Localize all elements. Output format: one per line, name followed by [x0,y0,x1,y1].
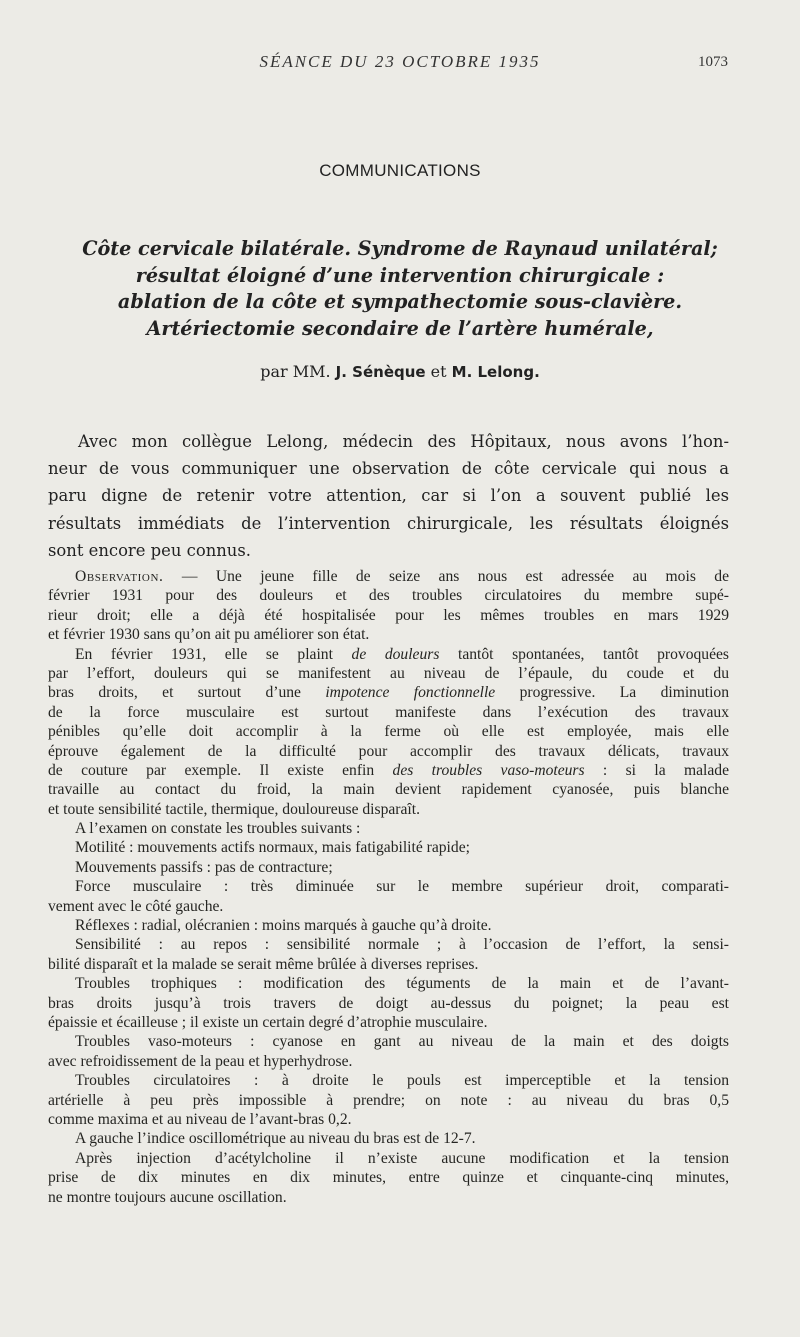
article-title-line: résultat éloigné d’une intervention chirurgicale : [135,263,665,287]
text-line: A l’examen on constate les troubles suivants : [75,820,361,838]
text-line: artérielle à peu près impossible à prendre; on note : au niveau du bras 0,5 [48,1091,729,1109]
authors-line [0,362,800,381]
text-line: et février 1930 sans qu’on ait pu améliorer son état. [48,626,370,644]
running-head [0,52,800,76]
text-line: épaissie et écailleuse ; il existe un certain degré d’atrophie musculaire. [48,1013,488,1031]
text-line: Après injection d’acétylcholine il n’existe aucune modification et la tension [75,1149,729,1167]
text-span: : si la malade [584,761,729,779]
text-line: bilité disparaît et la malade se serait même brûlée à diverses reprises. [48,955,479,973]
text-span: de couture par exemple. Il existe enfin [48,761,393,779]
author-name: J. Sénèque [335,363,426,381]
text-span: progressive. La diminution [495,684,730,702]
text-line: rieur droit; elle a déjà été hospitalisée pour les mêmes troubles en mars 1929 [48,606,729,624]
text-line: et toute sensibilité tactile, thermique, douloureuse disparaît. [48,800,420,818]
article-title [30,236,770,342]
article-title-line: Côte cervicale bilatérale. Syndrome de Raynaud unilatéral; [82,237,718,260]
section-heading: COMMUNICATIONS [319,161,481,180]
text-line: Troubles circulatoires : à droite le pouls est imperceptible et la tension [75,1072,729,1090]
observation-body [48,567,729,1207]
running-head-title: SÉANCE DU 23 OCTOBRE 1935 [259,52,541,71]
authors-prefix: par MM. [260,362,336,381]
text-line: Force musculaire : très diminuée sur le membre supérieur droit, comparati- [75,878,729,896]
author-name: M. Lelong. [451,363,540,381]
text-line: prise de dix minutes en dix minutes, entre quinze et cinquante-cinq minutes, [48,1169,729,1187]
text-line: vement avec le côté gauche. [48,897,224,915]
article-title-line: Artériectomie secondaire de l’artère humérale, [146,316,654,340]
text-line: Réflexes : radial, olécranien : moins marqués à gauche qu’à droite. [75,917,492,935]
text-line [48,761,729,780]
text-line [48,567,729,586]
emphasis: impotence fonctionnelle [325,684,496,702]
emphasis: des troubles vaso-moteurs [392,761,585,779]
text-line: février 1931 pour des douleurs et des troubles circulatoires du membre supé- [48,587,729,605]
text-line: avec refroidissement de la peau et hyperhydrose. [48,1052,353,1070]
text-line: sont encore peu connus. [48,540,251,560]
text-line: bras droits jusqu’à trois travers de doigt au-dessus du poignet; la peau est [48,994,729,1012]
text-line: éprouve également de la difficulté pour accomplir des travaux délicats, travaux [48,742,729,760]
text-line: résultats immédiats de l’intervention chirurgicale, les résultats éloignés [48,513,729,533]
text-line: Troubles vaso-moteurs : cyanose en gant au niveau de la main et des doigts [75,1033,729,1051]
text-line: Mouvements passifs : pas de contracture; [75,858,333,876]
text-line: A gauche l’indice oscillométrique au niveau du bras est de 12-7. [75,1130,476,1148]
text-line: pénibles qu’elle doit accomplir à la ferme où elle est employée, mais elle [48,723,729,741]
text-span: bras droits, et surtout d’une [48,684,326,702]
text-line: par l’effort, douleurs qui se manifestent au niveau de l’épaule, du coude et du [48,664,729,682]
text-line [48,645,729,664]
text-line [48,683,729,702]
text-line: Avec mon collègue Lelong, médecin des Hôpitaux, nous avons l’hon- [78,432,729,451]
emphasis: de douleurs [351,645,440,663]
text-line: paru digne de retenir votre attention, car si l’on a souvent publié les [48,486,729,506]
text-line: Troubles trophiques : modification des téguments de la main et de l’avant- [75,975,729,993]
text-line: travaille au contact du froid, la main devient rapidement cyanosée, puis blanche [48,781,729,799]
text-span: En février 1931, elle se plaint [75,645,352,663]
article-title-line: ablation de la côte et sympathectomie sous-clavière. [117,290,683,313]
authors-conjunction: et [425,362,452,381]
text-line: neur de vous communiquer une observation de côte cervicale qui nous a [48,459,729,479]
page-number: 1073 [698,54,728,70]
text-line: comme maxima et au niveau de l’avant-bras 0,2. [48,1110,352,1128]
text-line: de la force musculaire est surtout manifeste dans l’exécution des travaux [48,703,729,721]
text-line: Motilité : mouvements actifs normaux, mais fatigabilité rapide; [75,839,470,857]
observation-label: Observation. [75,568,164,585]
text-span: tantôt spontanées, tantôt provoquées [439,645,729,663]
text-span: — Une jeune fille de seize ans nous est adressée au mois de [163,568,729,585]
text-line: Sensibilité : au repos : sensibilité normale ; à l’occasion de l’effort, la sensi- [75,936,729,954]
intro-paragraph [48,428,729,564]
text-line: ne montre toujours aucune oscillation. [48,1188,287,1206]
